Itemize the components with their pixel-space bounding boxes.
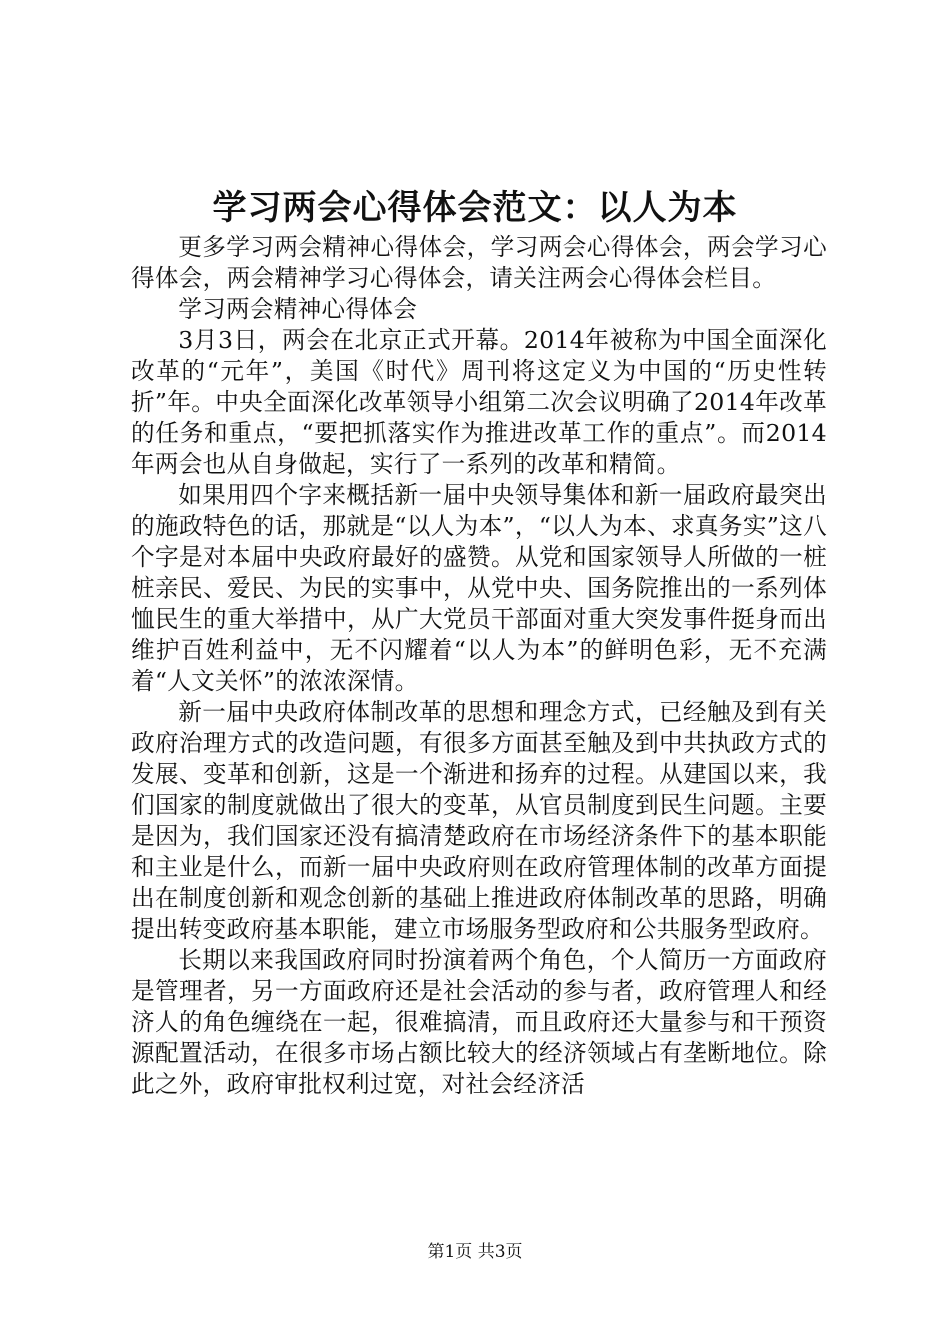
document-title: 学习两会心得体会范文：以人为本 — [212, 188, 738, 228]
paragraph-reform: 新一届中央政府体制改革的思想和理念方式，已经触及到有关政府治理方式的改造问题，有很多方面甚至触及到中共执政方式的发展、变革和创新，这是一个渐进和扬弃的过程。从建国以来，我们国家的制度就做出了很大的变革，从官员制度到民生问题。主要是因为，我们国家还没有搞清楚政府在市场经济条件下的基本职能和主业是什么，而新一届中央政府则在政府管理体制的改革方面提出在制度创新和观念创新的基础上推进政府体制改革的思路，明确提出转变政府基本职能，建立市场服务型政府和公共服务型政府。 — [131, 698, 827, 943]
paragraph-intro: 更多学习两会精神心得体会，学习两会心得体会，两会学习心得体会，两会精神学习心得体会，请关注两会心得体会栏目。 — [131, 233, 827, 292]
paragraph-people-first: 如果用四个字来概括新一届中央领导集体和新一届政府最突出的施政特色的话，那就是“以人为本”，“以人为本、求真务实”这八个字是对本届中央政府最好的盛赞。从党和国家领导人所做的一桩桩亲民、爱民、为民的实事中，从党中央、国务院推出的一系列体恤民生的重大举措中，从广大党员干部面对重大突发事件挺身而出维护百姓利益中，无不闪耀着“以人为本”的鲜明色彩，无不充满着“人文关怀”的浓浓深情。 — [131, 481, 827, 695]
paragraph-subheading: 学习两会精神心得体会 — [178, 295, 418, 323]
paragraph-opening: 3月3日，两会在北京正式开幕。2014年被称为中国全面深化改革的“元年”，美国《时代》周刊将这定义为中国的“历史性转折”年。中央全面深化改革领导小组第二次会议明确了2014年改革的任务和重点，“要把抓落实作为推进改革工作的重点”。而2014年两会也从自身做起，实行了一系列的改革和精简。 — [131, 326, 827, 478]
document-body — [131, 232, 827, 1100]
page-number-footer: 第1页 共3页 — [427, 1242, 523, 1262]
paragraph-government-roles: 长期以来我国政府同时扮演着两个角色，个人简历一方面政府是管理者，另一方面政府还是社会活动的参与者，政府管理人和经济人的角色缠绕在一起，很难搞清，而且政府还大量参与和干预资源配置活动，在很多市场占额比较大的经济领域占有垄断地位。除此之外，政府审批权利过宽，对社会经济活 — [131, 946, 827, 1098]
